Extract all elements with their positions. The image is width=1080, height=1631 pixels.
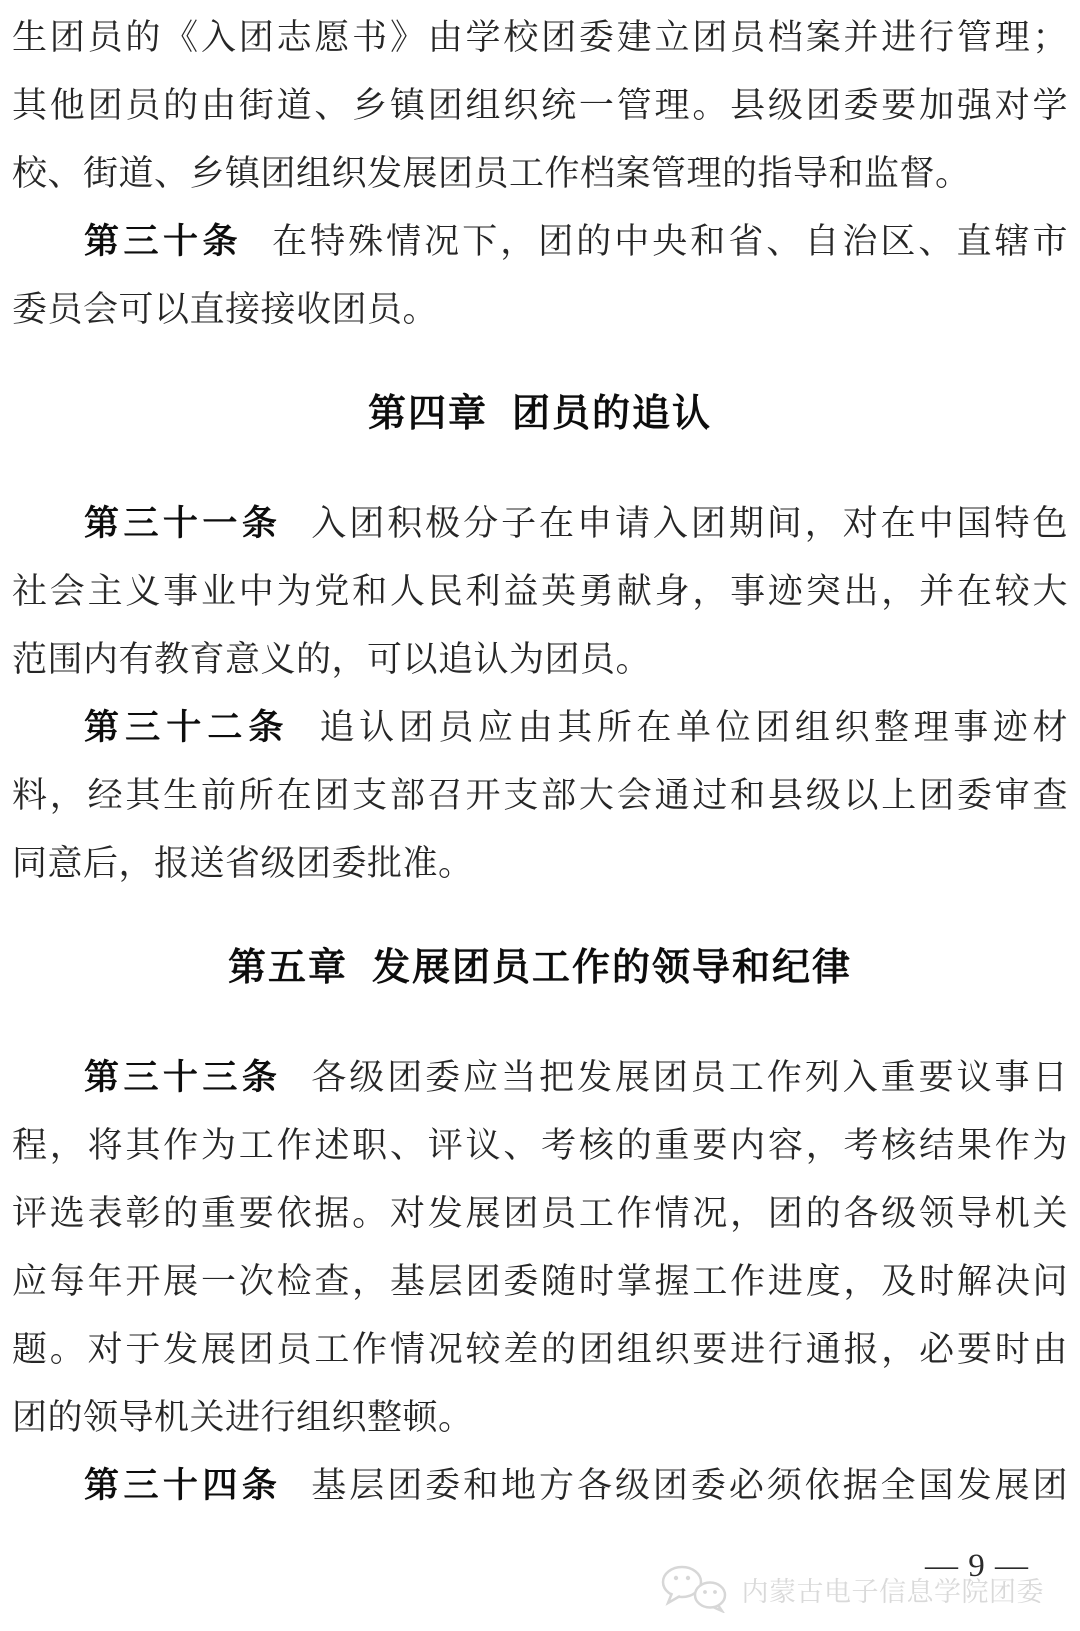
chapter-heading — [12, 380, 1068, 448]
text-line: 料，经其生前所在团支部召开支部大会通过和县级以上团委审查 — [12, 776, 1068, 815]
text-line: 委员会可以直接接收团员。 — [12, 290, 439, 329]
text-line: 程，将其作为工作述职、评议、考核的重要内容，考核结果作为 — [12, 1126, 1068, 1165]
article-label: 第三十三条 — [84, 1058, 282, 1097]
chapter-title: 发展团员工作的领导和纪律 — [372, 947, 853, 989]
paragraph — [12, 1452, 1068, 1520]
watermark-text: 内蒙古电子信息学院团委 — [741, 1576, 1044, 1607]
line-text: 各级团委应当把发展团员工作列入重要议事日 — [311, 1058, 1068, 1097]
chapter-title: 团员的追认 — [512, 393, 713, 435]
wechat-icon — [658, 1565, 736, 1613]
paragraph — [12, 208, 1068, 344]
chapter-number: 第四章 — [367, 393, 488, 435]
text-line: 评选表彰的重要依据。对发展团员工作情况，团的各级领导机关 — [12, 1194, 1068, 1233]
text-line: 社会主义事业中为党和人民利益英勇献身，事迹突出，并在较大 — [12, 572, 1068, 611]
paragraph — [12, 694, 1068, 898]
text-line — [12, 1452, 1068, 1520]
text-line: 团的领导机关进行组织整顿。 — [12, 1398, 474, 1437]
text-line: 校、街道、乡镇团组织发展团员工作档案管理的指导和监督。 — [12, 154, 971, 193]
paragraph — [12, 490, 1068, 694]
text-line: 同意后，报送省级团委批准。 — [12, 844, 474, 883]
article-label: 第三十一条 — [84, 504, 282, 543]
chapter-heading — [12, 934, 1068, 1002]
text-line — [12, 490, 1068, 558]
line-text: 追认团员应由其所在单位团组织整理事迹材 — [319, 708, 1068, 747]
line-text: 基层团委和地方各级团委必须依据全国发展团 — [311, 1466, 1068, 1505]
text-line: 其他团员的由街道、乡镇团组织统一管理。县级团委要加强对学 — [12, 86, 1068, 125]
line-text: 在特殊情况下，团的中央和省、自治区、直辖市 — [272, 222, 1068, 261]
text-line: 应每年开展一次检查，基层团委随时掌握工作进度，及时解决问 — [12, 1262, 1068, 1301]
line-text: 入团积极分子在申请入团期间，对在中国特色 — [311, 504, 1068, 543]
text-line — [12, 694, 1068, 762]
text-line — [12, 1044, 1068, 1112]
article-label: 第三十二条 — [84, 708, 290, 747]
page-number: — 9 — — [925, 1548, 1029, 1584]
text-line: 生团员的《入团志愿书》由学校团委建立团员档案并进行管理； — [12, 18, 1068, 57]
article-label: 第三十四条 — [84, 1466, 282, 1505]
text-line: 题。对于发展团员工作情况较差的团组织要进行通报，必要时由 — [12, 1330, 1068, 1369]
chapter-number: 第五章 — [227, 947, 348, 989]
paragraph — [12, 4, 1068, 208]
paragraph — [12, 1044, 1068, 1452]
text-line — [12, 208, 1068, 276]
text-line: 范围内有教育意义的，可以追认为团员。 — [12, 640, 652, 679]
article-label: 第三十条 — [84, 222, 243, 261]
